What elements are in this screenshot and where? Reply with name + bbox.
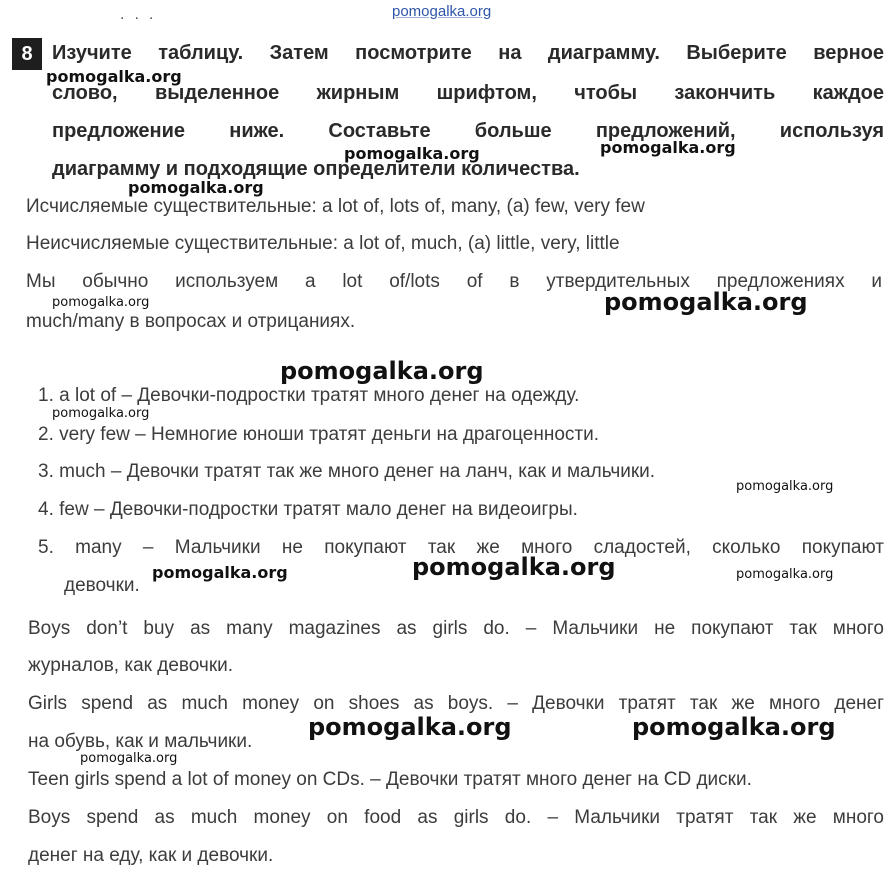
exercise-number-badge: 8 bbox=[12, 38, 42, 70]
site-link[interactable]: pomogalka.org bbox=[392, 3, 492, 20]
watermark: pomogalka.org bbox=[632, 713, 836, 741]
task-line-3: предложение ниже. Составьте больше предложений, используя bbox=[52, 120, 884, 142]
watermark: pomogalka.org bbox=[344, 144, 480, 163]
note-usage-line-1: Мы обычно используем a lot of/lots of в утвердительных предложениях и bbox=[26, 271, 882, 292]
watermark: pomogalka.org bbox=[52, 406, 150, 421]
sentence-4-line-2: денег на еду, как и девочки. bbox=[28, 845, 274, 866]
sentence-4-line-1: Boys spend as much money on food as girls do. – Мальчики тратят так же много bbox=[28, 807, 884, 828]
task-line-1: Изучите таблицу. Затем посмотрите на диаграмму. Выберите верное bbox=[52, 42, 884, 64]
sentence-1-line-1: Boys don’t buy as many magazines as girls do. – Мальчики не покупают так много bbox=[28, 618, 884, 639]
answer-3: 3. much – Девочки тратят так же много денег на ланч, как и мальчики. bbox=[38, 461, 656, 482]
sentence-1-line-2: журналов, как девочки. bbox=[28, 655, 234, 676]
answer-5-line-1: 5. many – Мальчики не покупают так же много сладостей, сколько покупают bbox=[38, 537, 884, 558]
watermark: pomogalka.org bbox=[280, 357, 484, 385]
watermark: pomogalka.org bbox=[600, 138, 736, 157]
sentence-2-line-1: Girls spend as much money on shoes as boys. – Девочки тратят так же много денег bbox=[28, 693, 884, 714]
note-countable: Исчисляемые существительные: a lot of, lots of, many, (a) few, very few bbox=[26, 196, 645, 217]
watermark: pomogalka.org bbox=[46, 67, 182, 86]
watermark: pomogalka.org bbox=[412, 553, 616, 581]
note-usage-line-2: much/many в вопросах и отрицаниях. bbox=[26, 311, 356, 332]
watermark: pomogalka.org bbox=[128, 178, 264, 197]
answer-1: 1. a lot of – Девочки-подростки тратят много денег на одежду. bbox=[38, 385, 580, 406]
answer-4: 4. few – Девочки-подростки тратят мало денег на видеоигры. bbox=[38, 499, 578, 520]
sentence-2-line-2: на обувь, как и мальчики. bbox=[28, 731, 253, 752]
answer-2: 2. very few – Немногие юноши тратят деньги на драгоценности. bbox=[38, 424, 600, 445]
sentence-3-line-1: Teen girls spend a lot of money on CDs. – Девочки тратят много денег на CD диски. bbox=[28, 769, 752, 790]
answer-5-line-2: девочки. bbox=[64, 575, 140, 596]
watermark: pomogalka.org bbox=[736, 567, 834, 582]
task-line-4: диаграмму и подходящие определители количества. bbox=[52, 158, 580, 180]
watermark: pomogalka.org bbox=[604, 288, 808, 316]
watermark: pomogalka.org bbox=[152, 563, 288, 582]
watermark: pomogalka.org bbox=[80, 751, 178, 766]
watermark: pomogalka.org bbox=[736, 479, 834, 494]
note-uncountable: Неисчисляемые существительные: a lot of, much, (a) little, very, little bbox=[26, 233, 620, 254]
watermark: pomogalka.org bbox=[52, 295, 150, 310]
watermark: pomogalka.org bbox=[308, 713, 512, 741]
header-dots: ... bbox=[120, 6, 164, 23]
task-line-2: слово, выделенное жирным шрифтом, чтобы закончить каждое bbox=[52, 82, 884, 104]
